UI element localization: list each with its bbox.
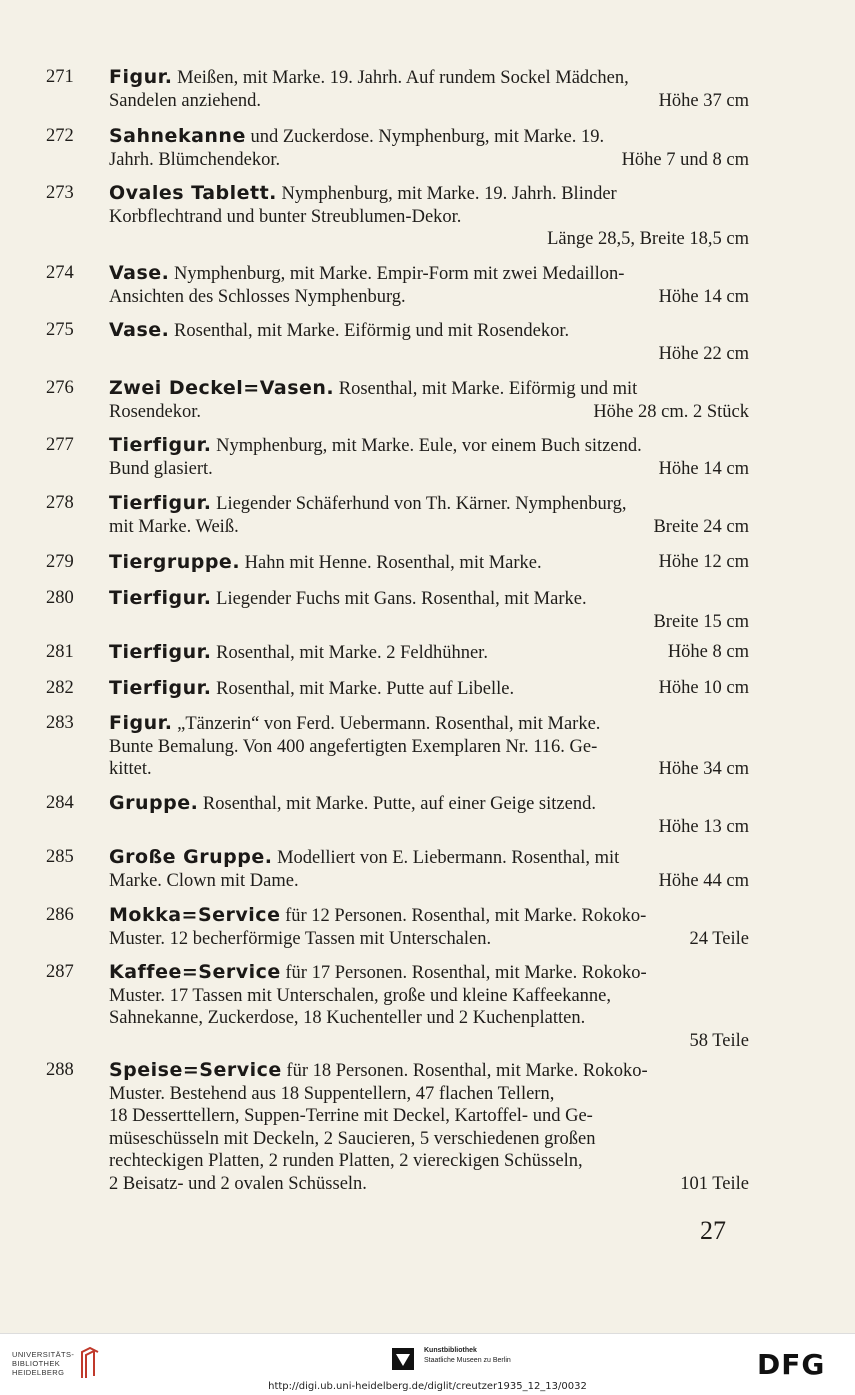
entry-title: Vase. xyxy=(109,262,170,284)
entry-title: Kaffee=Service xyxy=(109,961,281,983)
entry-number: 288 xyxy=(46,1060,74,1080)
entry-number: 274 xyxy=(46,263,74,283)
entry-text: Speise=Service für 18 Personen. Rosenthal, mit Marke. Rokoko- Muster. Bestehend aus 18 Suppentellern, 47 flachen Tellern, 18 Desserttellern, Suppen-Terrine mit Deckel, Kartoffel- und Ge- müseschüsseln mit Deckeln, 2 Saucieren, 5 verschiedenen großen rechteckigen Platten, 2 runden Platten, 2 viereckigen Schüsseln, 101 Teile 2 Beisatz- und 2 ovalen Schüsseln. xyxy=(109,1059,749,1194)
entry-text: Tierfigur. Liegender Schäferhund von Th. Kärner. Nymphenburg, Breite 24 cm mit Marke. Weiß. xyxy=(109,492,749,537)
entry-text: Figur. „Tänzerin“ von Ferd. Uebermann. Rosenthal, mit Marke. Bunte Bemalung. Von 400 angefertigten Exemplaren Nr. 116. Ge- Höhe 34 cm kittet. xyxy=(109,712,749,779)
entry-text: Große Gruppe. Modelliert von E. Liebermann. Rosenthal, mit Höhe 44 cm Marke. Clown mit Dame. xyxy=(109,846,749,891)
entry-dimension: Höhe 7 und 8 cm xyxy=(621,149,749,170)
entry-text: Zwei Deckel=Vasen. Rosenthal, mit Marke. Eiförmig und mit Höhe 28 cm. 2 Stück Rosendekor. xyxy=(109,377,749,422)
entry-dimension: Höhe 14 cm xyxy=(658,286,749,307)
entry-title: Figur. xyxy=(109,712,173,734)
entry-dimension: Länge 28,5, Breite 18,5 cm xyxy=(547,229,749,249)
entry-title: Figur. xyxy=(109,66,173,88)
entry-title: Tierfigur. xyxy=(109,434,212,456)
entry-title: Speise=Service xyxy=(109,1059,282,1081)
ub-heidelberg-text: UNIVERSITÄTS- BIBLIOTHEK HEIDELBERG xyxy=(12,1350,75,1377)
entry-dimension: 101 Teile xyxy=(680,1173,749,1194)
entry-number: 285 xyxy=(46,847,74,867)
entry-text: Gruppe. Rosenthal, mit Marke. Putte, auf einer Geige sitzend. Höhe 13 cm xyxy=(109,792,749,837)
entry-text: Kaffee=Service für 17 Personen. Rosenthal, mit Marke. Rokoko- Muster. 17 Tassen mit Unterschalen, große und kleine Kaffeekanne, Sahnekanne, Zuckerdose, 18 Kuchenteller und 2 Kuchenplatten. 58 Teile xyxy=(109,961,749,1051)
entry-text: Sahnekanne und Zuckerdose. Nymphenburg, mit Marke. 19. Höhe 7 und 8 cm Jahrh. Blümchendekor. xyxy=(109,125,749,170)
entry-text: Tierfigur. Liegender Fuchs mit Gans. Rosenthal, mit Marke. Breite 15 cm xyxy=(109,587,749,632)
entry-title: Tierfigur. xyxy=(109,492,212,514)
entry-text: Höhe 8 cm Tierfigur. Rosenthal, mit Marke. 2 Feldhühner. xyxy=(109,641,749,663)
entry-title: Tierfigur. xyxy=(109,677,212,699)
entry-dimension: Höhe 10 cm xyxy=(658,678,749,698)
dfg-logo: DFG xyxy=(757,1348,826,1381)
entry-title: Zwei Deckel=Vasen. xyxy=(109,377,335,399)
entry-dimension: Höhe 37 cm xyxy=(658,90,749,111)
kunstbibliothek-logo-icon xyxy=(392,1348,414,1370)
entry-dimension: Höhe 13 cm xyxy=(658,816,749,837)
entry-number: 283 xyxy=(46,713,74,733)
footer-bar xyxy=(0,1333,855,1395)
entry-number: 273 xyxy=(46,183,74,203)
source-url[interactable]: http://digi.ub.uni-heidelberg.de/diglit/creutzer1935_12_13/0032 xyxy=(268,1381,587,1392)
entry-dimension: Höhe 12 cm xyxy=(658,552,749,572)
entry-text: Vase. Rosenthal, mit Marke. Eiförmig und mit Rosendekor. Höhe 22 cm xyxy=(109,319,749,364)
entry-title: Mokka=Service xyxy=(109,904,281,926)
entry-text: Höhe 12 cm Tiergruppe. Hahn mit Henne. Rosenthal, mit Marke. xyxy=(109,551,749,573)
entry-number: 287 xyxy=(46,962,74,982)
entry-number: 277 xyxy=(46,435,74,455)
entry-text: Höhe 10 cm Tierfigur. Rosenthal, mit Marke. Putte auf Libelle. xyxy=(109,677,749,699)
entry-number: 278 xyxy=(46,493,74,513)
entry-dimension: Höhe 34 cm xyxy=(658,759,749,779)
entry-dimension: Höhe 28 cm. 2 Stück xyxy=(593,401,749,422)
entry-dimension: Höhe 8 cm xyxy=(667,642,749,662)
entry-number: 282 xyxy=(46,678,74,698)
entry-title: Gruppe. xyxy=(109,792,199,814)
entry-dimension: Breite 15 cm xyxy=(653,611,749,632)
entry-number: 272 xyxy=(46,126,74,146)
entry-number: 281 xyxy=(46,642,74,662)
entry-title: Tiergruppe. xyxy=(109,551,241,573)
entry-dimension: Höhe 44 cm xyxy=(658,870,749,891)
entry-dimension: 24 Teile xyxy=(689,928,749,949)
entry-text: Vase. Nymphenburg, mit Marke. Empir-Form mit zwei Medaillon- Höhe 14 cm Ansichten des Schlosses Nymphenburg. xyxy=(109,262,749,307)
entry-title: Tierfigur. xyxy=(109,587,212,609)
entry-title: Große Gruppe. xyxy=(109,846,273,868)
entry-number: 284 xyxy=(46,793,74,813)
entry-text: Tierfigur. Nymphenburg, mit Marke. Eule, vor einem Buch sitzend. Höhe 14 cm Bund glasiert. xyxy=(109,434,749,479)
entry-number: 286 xyxy=(46,905,74,925)
ub-heidelberg-logo-icon xyxy=(80,1346,100,1380)
entry-text: Mokka=Service für 12 Personen. Rosenthal, mit Marke. Rokoko- 24 Teile Muster. 12 becherförmige Tassen mit Unterschalen. xyxy=(109,904,749,949)
entry-number: 271 xyxy=(46,67,74,87)
entry-dimension: Höhe 14 cm xyxy=(658,458,749,479)
entry-number: 275 xyxy=(46,320,74,340)
entry-title: Ovales Tablett. xyxy=(109,182,277,204)
entry-title: Tierfigur. xyxy=(109,641,212,663)
page-number: 27 xyxy=(700,1216,726,1245)
entry-text: Ovales Tablett. Nymphenburg, mit Marke. 19. Jahrh. Blinder Korbflechtrand und bunter Streublumen-Dekor. Länge 28,5, Breite 18,5 cm xyxy=(109,182,749,249)
entry-dimension: Höhe 22 cm xyxy=(658,343,749,364)
entry-number: 279 xyxy=(46,552,74,572)
entry-text: Figur. Meißen, mit Marke. 19. Jahrh. Auf rundem Sockel Mädchen, Höhe 37 cm Sandelen anziehend. xyxy=(109,66,749,111)
entry-dimension: 58 Teile xyxy=(689,1030,749,1051)
entry-dimension: Breite 24 cm xyxy=(653,516,749,537)
kunstbibliothek-text: Kunstbibliothek Staatliche Museen zu Berlin xyxy=(424,1347,511,1364)
entry-title: Vase. xyxy=(109,319,170,341)
entry-number: 276 xyxy=(46,378,74,398)
entry-number: 280 xyxy=(46,588,74,608)
entry-title: Sahnekanne xyxy=(109,125,246,147)
